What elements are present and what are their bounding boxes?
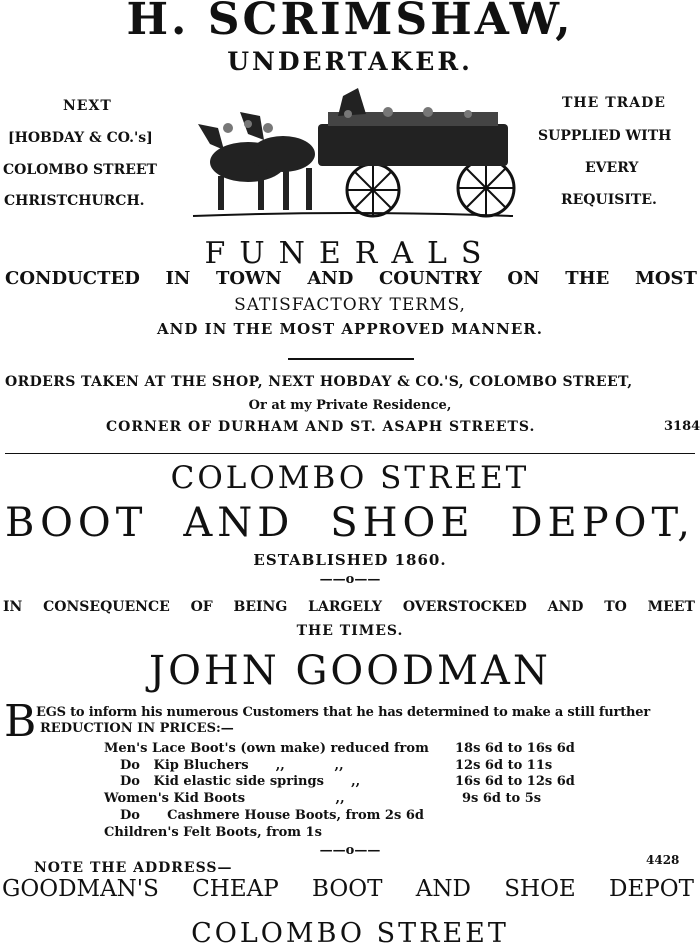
right-trade-line-1: THE TRADE (562, 95, 666, 111)
cheap-depot-line (2, 876, 694, 902)
price-value-1: 18s 6d to 16s 6d (455, 741, 575, 756)
ad-divider (5, 453, 695, 454)
price-value-3: 16s 6d to 12s 6d (455, 774, 575, 789)
conducted-word-4: AND (307, 268, 354, 289)
drop-cap: B (4, 696, 37, 747)
left-address-line-4: CHRISTCHURCH. (4, 193, 145, 209)
consequence-line (3, 599, 695, 615)
conducted-word-8: MOST (634, 268, 697, 289)
price-item-5: Do Cashmere House Boots, from 2s 6d (120, 808, 424, 823)
corner-streets: CORNER OF DURHAM AND ST. ASAPH STREETS. (106, 419, 536, 435)
intro-line: EGS to inform his numerous Customers that he has determined to make a still further (36, 705, 650, 720)
consequence-word-2: CONSEQUENCE (43, 599, 170, 615)
conducted-word-6: ON (507, 268, 540, 289)
right-trade-line-2: SUPPLIED WITH (538, 128, 672, 144)
ad-number-3184: 3184 (664, 419, 700, 434)
cheap-word-2: CHEAP (192, 876, 279, 902)
established-1860: ESTABLISHED 1860. (253, 551, 447, 569)
left-address-line-3: COLOMBO STREET (3, 162, 157, 178)
conducted-word-7: THE (565, 268, 610, 289)
right-trade-line-4: REQUISITE. (561, 192, 657, 208)
consequence-word-1: IN (3, 599, 23, 615)
left-address-line-2: [HOBDAY & CO.'s] (8, 130, 153, 146)
price-item-6: Children's Felt Boots, from 1s (104, 825, 322, 840)
cheap-word-5: SHOE (504, 876, 576, 902)
separator-2: ——o—— (319, 843, 381, 858)
price-item-2: Do Kip Bluchers ,, ,, (120, 758, 344, 773)
price-item-1: Men's Lace Boot's (own make) reduced from (104, 741, 429, 756)
conducted-line (5, 268, 697, 289)
short-divider (288, 358, 414, 360)
consequence-word-8: TO (604, 599, 627, 615)
colombo-street-heading: COLOMBO STREET (170, 460, 530, 496)
consequence-word-7: AND (547, 599, 584, 615)
conducted-word-2: IN (165, 268, 191, 289)
consequence-word-9: MEET (647, 599, 695, 615)
scrimshaw-title: H. SCRIMSHAW, (126, 0, 574, 45)
ad-number-4428: 4428 (646, 853, 680, 867)
cheap-word-3: BOOT (312, 876, 383, 902)
note-address: NOTE THE ADDRESS— (34, 860, 233, 876)
undertaker-heading: UNDERTAKER. (227, 47, 473, 76)
conducted-word-3: TOWN (215, 268, 282, 289)
approved-manner: AND IN THE MOST APPROVED MANNER. (157, 320, 543, 338)
conducted-word-5: COUNTRY (378, 268, 482, 289)
price-value-2: 12s 6d to 11s (455, 758, 553, 773)
cheap-word-4: AND (415, 876, 471, 902)
colombo-street-footer: COLOMBO STREET (191, 918, 509, 949)
consequence-word-6: OVERSTOCKED (402, 599, 527, 615)
cheap-word-1: GOODMAN'S (2, 876, 159, 902)
conducted-word-1: CONDUCTED (5, 268, 140, 289)
separator-1: ——o—— (319, 572, 381, 587)
john-goodman-heading: JOHN GOODMAN (149, 648, 551, 694)
consequence-word-3: OF (190, 599, 213, 615)
funerals-heading: FUNERALS (204, 236, 496, 271)
right-trade-line-3: EVERY (585, 160, 639, 176)
the-times: THE TIMES. (296, 623, 404, 639)
price-item-4: Women's Kid Boots ,, (104, 791, 345, 806)
depot-heading (5, 500, 695, 546)
intro-line-2: REDUCTION IN PRICES:— (40, 721, 234, 736)
depot-word-1: BOOT (5, 500, 148, 546)
hearse-illustration-icon (188, 84, 518, 224)
left-address-line-1: NEXT (63, 98, 112, 114)
consequence-word-4: BEING (233, 599, 288, 615)
private-residence: Or at my Private Residence, (248, 398, 452, 413)
cheap-word-6: DEPOT (609, 876, 694, 902)
depot-word-3: SHOE (330, 500, 475, 546)
depot-word-2: AND (183, 500, 295, 546)
consequence-word-5: LARGELY (308, 599, 383, 615)
orders-line: ORDERS TAKEN AT THE SHOP, NEXT HOBDAY & CO.'S, COLOMBO STREET, (5, 374, 633, 390)
price-value-4: 9s 6d to 5s (462, 791, 542, 806)
satisfactory-terms: SATISFACTORY TERMS, (234, 295, 466, 315)
price-item-3: Do Kid elastic side springs ,, (120, 774, 361, 789)
depot-word-4: DEPOT, (510, 500, 695, 546)
